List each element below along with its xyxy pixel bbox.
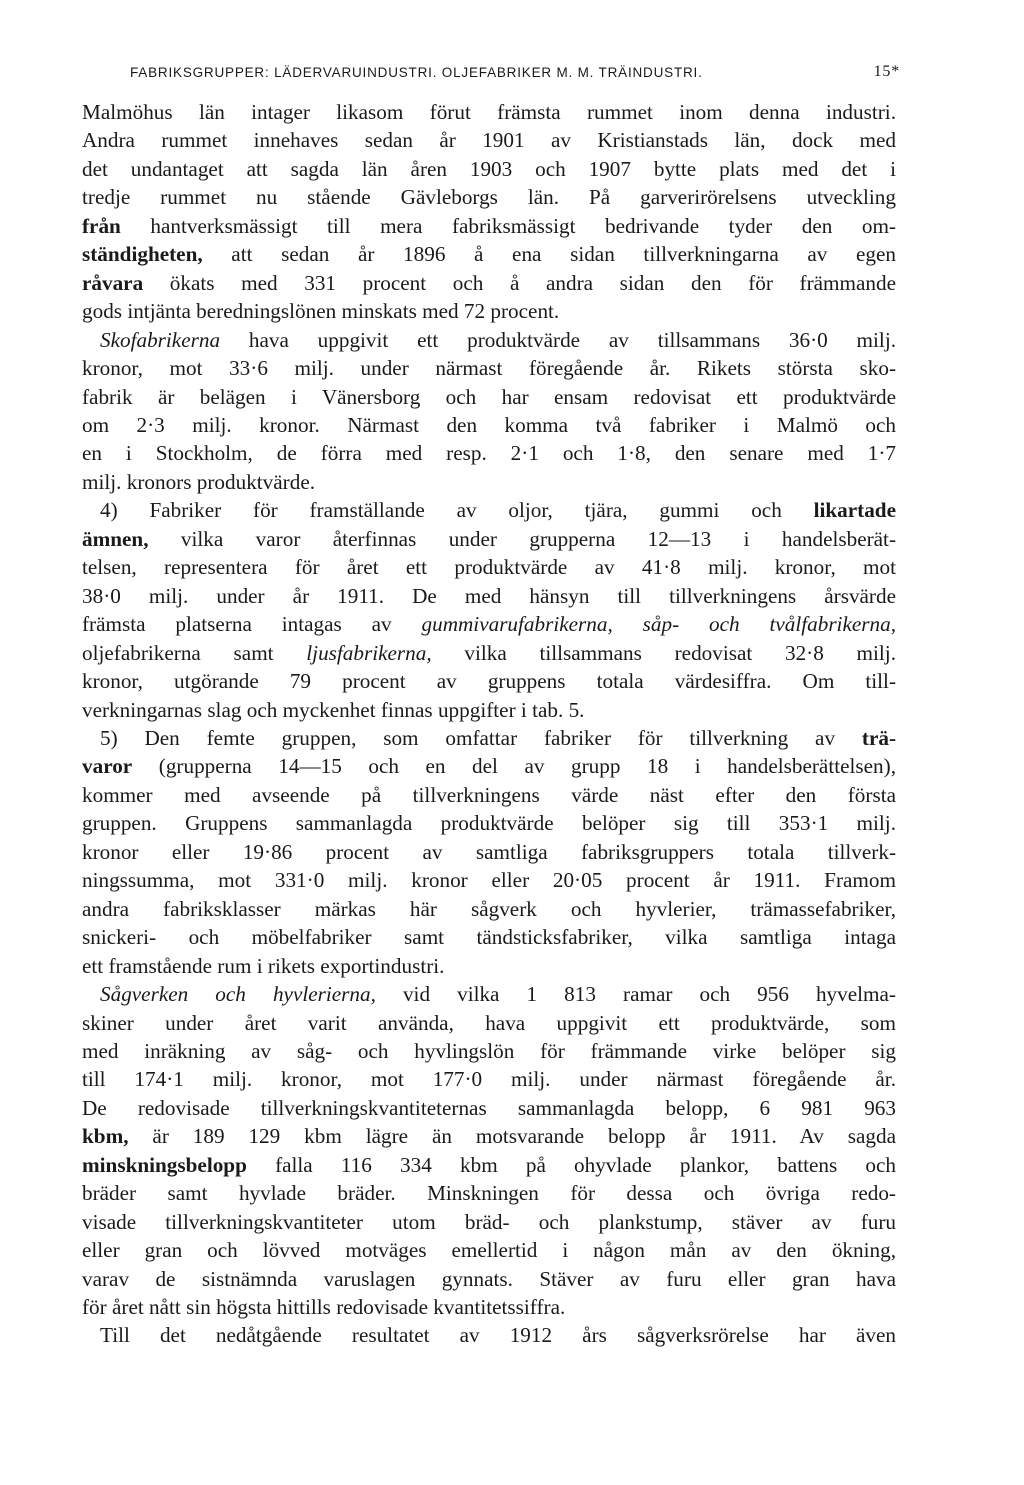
text-line: gruppen. Gruppens sammanlagda produktvärde belöper sig till 353·1 milj.: [82, 811, 896, 836]
text-line: ningssumma, mot 331·0 milj. kronor eller 20·05 procent år 1911. Framom: [82, 868, 896, 893]
text-line: minskningsbelopp falla 116 334 kbm på ohyvlade plankor, battens och: [82, 1152, 896, 1177]
text-line: Skofabrikerna hava uppgivit ett produktvärde av tillsammans 36·0 milj.: [100, 327, 896, 352]
text-line: Till det nedåtgående resultatet av 1912 års sågverksrörelse har även: [100, 1323, 896, 1348]
running-head: [130, 63, 900, 85]
text-line: verkningarnas slag och myckenhet finnas uppgifter i tab. 5.: [82, 697, 585, 722]
body-text: [82, 98, 896, 1350]
text-line: 38·0 milj. under år 1911. De med hänsyn till tillverkningens årsvärde: [82, 583, 896, 608]
text-line: det undantaget att sagda län åren 1903 och 1907 bytte plats med det i: [82, 156, 896, 181]
text-line: 4) Fabriker för framställande av oljor, tjära, gummi och likartade: [100, 498, 896, 523]
text-line: ständigheten, att sedan år 1896 å ena sidan tillverkningarna av egen: [82, 242, 896, 267]
text-line: om 2·3 milj. kronor. Närmast den komma två fabriker i Malmö och: [82, 412, 896, 437]
text-line: milj. kronors produktvärde.: [82, 469, 316, 494]
text-line: för året nått sin högsta hittills redovisade kvantitetssiffra.: [82, 1295, 566, 1320]
text-line: ett framstående rum i rikets exportindustri.: [82, 953, 445, 978]
text-line: ämnen, vilka varor återfinnas under grupperna 12—13 i handelsberät-: [82, 526, 896, 551]
text-line: till 174·1 milj. kronor, mot 177·0 milj. under närmast föregående år.: [82, 1067, 896, 1092]
text-line: kronor eller 19·86 procent av samtliga fabriksgruppers totala tillverk-: [82, 839, 896, 864]
text-line: telsen, representera för året ett produktvärde av 41·8 milj. kronor, mot: [82, 555, 896, 580]
text-line: andra fabriksklasser märkas här sågverk och hyvlerier, trämassefabriker,: [82, 896, 896, 921]
text-line: med inräkning av såg- och hyvlingslön för främmande virke belöper sig: [82, 1038, 896, 1063]
text-line: kommer med avseende på tillverkningens värde näst efter den första: [82, 782, 896, 807]
text-line: kronor, mot 33·6 milj. under närmast föregående år. Rikets största sko-: [82, 356, 896, 381]
text-line: visade tillverkningskvantiteter utom bräd- och plankstump, stäver av furu: [82, 1209, 896, 1234]
text-line: varav de sistnämnda varuslagen gynnats. Stäver av furu eller gran hava: [82, 1266, 896, 1291]
text-line: bräder samt hyvlade bräder. Minskningen för dessa och övriga redo-: [82, 1181, 896, 1206]
text-line: från hantverksmässigt till mera fabriksmässigt bedrivande tyder den om-: [82, 213, 896, 238]
text-line: gods intjänta beredningslönen minskats med 72 procent.: [82, 299, 560, 324]
text-line: tredje rummet nu stående Gävleborgs län. På garverirörelsens utveckling: [82, 185, 896, 210]
text-line: skiner under året varit använda, hava uppgivit ett produktvärde, som: [82, 1010, 896, 1035]
text-line: kronor, utgörande 79 procent av gruppens totala värdesiffra. Om till-: [82, 669, 896, 694]
text-line: Malmöhus län intager likasom förut främsta rummet inom denna industri.: [82, 100, 896, 124]
text-line: främsta platserna intagas av gummivarufabrikerna, såp- och tvålfabrikerna,: [82, 612, 896, 637]
text-line: fabrik är belägen i Vänersborg och har ensam redovisat ett produktvärde: [82, 384, 896, 409]
text-line: varor (grupperna 14—15 och en del av grupp 18 i handelsberättelsen),: [82, 754, 896, 779]
text-line: en i Stockholm, de förra med resp. 2·1 och 1·8, den senare med 1·7: [82, 441, 896, 466]
text-line: kbm, är 189 129 kbm lägre än motsvarande belopp år 1911. Av sagda: [82, 1124, 896, 1149]
text-line: Sågverken och hyvlerierna, vid vilka 1 813 ramar och 956 hyvelma-: [100, 982, 896, 1007]
text-line: eller gran och lövved motväges emellertid i någon mån av den ökning,: [82, 1238, 896, 1263]
text-line: De redovisade tillverkningskvantiteternas sammanlagda belopp, 6 981 963: [82, 1095, 896, 1120]
text-line: oljefabrikerna samt ljusfabrikerna, vilka tillsammans redovisat 32·8 milj.: [82, 640, 896, 665]
running-head-title: FABRIKSGRUPPER: LÄDERVARUINDUSTRI. OLJEFABRIKER M. M. TRÄINDUSTRI.: [130, 65, 703, 80]
text-line: snickeri- och möbelfabriker samt tändsticksfabriker, vilka samtliga intaga: [82, 925, 896, 950]
text-line: Andra rummet innehaves sedan år 1901 av Kristianstads län, dock med: [82, 128, 896, 153]
page-number: 15*: [873, 63, 900, 80]
text-line: råvara ökats med 331 procent och å andra sidan den för främmande: [82, 270, 896, 295]
text-line: 5) Den femte gruppen, som omfattar fabriker för tillverkning av trä-: [100, 725, 896, 750]
